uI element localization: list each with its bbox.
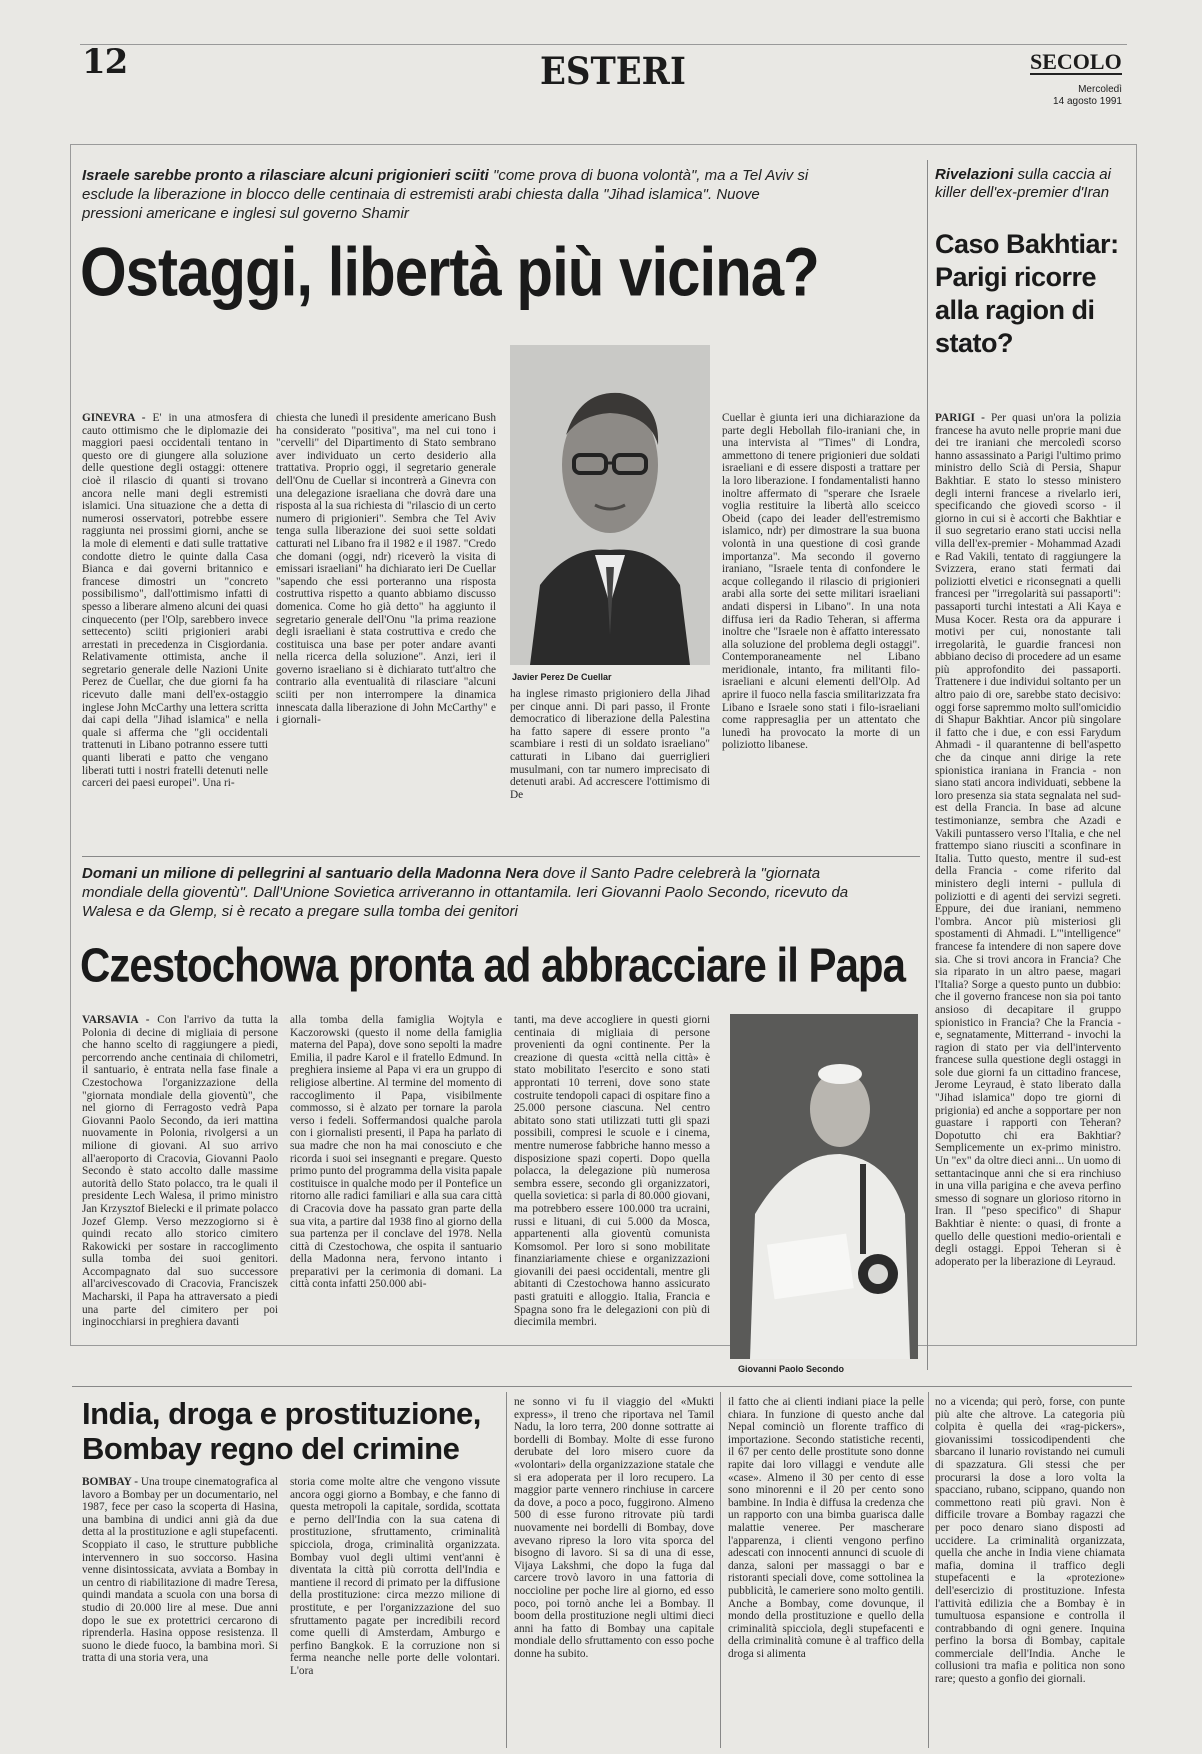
- pope-photo-caption: Giovanni Paolo Secondo: [738, 1364, 845, 1374]
- india-story-column-3: ne sonno vi fu il viaggio del «Mukti express», il treno che riportava nel Tamil Nadu, la loro terra, 200 donne sottratte ai bordelli di Bombay. Molte di esse furono derubate del loro misero cuore da «volontari» della organizzazione statale che si era adoperata per il loro recupero. La maggior parte vennero rinchiuse in carcere da dove, a poco a poco, fuggirono. Almeno 500 di esse furono ritrovate più tardi nuovamente nei bordelli di Bombay, dove avevano ripreso la loro vita sporca del bisogno di lavoro. Si sa di una di esse, Vijaya Lakshmi, che dopo la fuga dal carcere trovò lavoro in una fattoria di noccioline per poche lire al giorno, ed esso poco, poi tornò anche lei a Bombay. Il boom della prostituzione negli ultimi dieci anni ha fatto di Bombay una capitale mondiale dello sfruttamento con esso poche donne ha subito.: [514, 1396, 714, 1660]
- pope-story-headline: Czestochowa pronta ad abbracciare il Papa: [80, 938, 905, 993]
- header-rule: [80, 44, 1127, 45]
- top-story-column-1: GINEVRA - E' in una atmosfera di cauto ottimismo che le diplomazie dei maggiori paesi occidentali tentano in questo ore di giungere alla soluzione delle questione degli ostaggi: ottenere cioè il rilascio di quanti si trovano ancora nelle mani degli estremisti islamici. Una situazione che a detta di numerosi osservatori, potrebbe essere raggiunta nei prossimi giorni, anche se la mole di elementi e dati sulle trattative condotte dietro le quinte dalla Casa Bianca e dai governi britannico e francese dimostri un "concreto possibilismo", dall'ottimismo infatti di spesso a liberare almeno alcuni dei quasi cinquecento (per l'Olp, sarebbero invece settecento) sciiti prigionieri arabi arrestati in precedenza in Cisgiordania. Relativamente ottimista, anche il segretario generale delle Nazioni Unite Perez de Cuellar, che due giorni fa ha ricevuto dalle mani dell'ex-ostaggio inglese John McCarthy una lettera scritta dai capi della "Jihad islamica" e nella quale si afferma che "gli occidentali trattenuti in Libano potranno essere tutti quanti liberati e patto che vengano liberati tutti i nostri fratelli detenuti nelle carceri dei paesi europei". Una ri-: [82, 412, 268, 790]
- issue-weekday: Mercoledì: [1078, 84, 1122, 95]
- pope-story-kicker: Domani un milione di pellegrini al santuario della Madonna Nera dove il Santo Padre celebrerà la "giornata mondiale della gioventù". Dall'Unione Sovietica arriveranno in ottantamila. Ieri Giovanni Paolo Secondo, ricevuto da Walesa e da Glemp, si è recato a pregare sulla tomba dei genitori: [82, 865, 849, 920]
- pope-story-column-2: alla tomba della famiglia Wojtyla e Kaczorowski (questo il nome della famiglia materna del Papa), dove sono sepolti la madre Emilia, il padre Karol e il fratello Edmund. In preghiera insieme al Papa vi era un gruppo di religiose albertine. Al termine del momento di raccoglimento il Papa, visibilmente commosso, si è alzato per tornare la parola verso i fedeli. Soffermandosi qualche parola con i giornalisti presenti, il Papa ha parlato di sua madre che non ha mai conosciuto e che ricorda i suoi sei insegnanti e pregare. Questo primo punto del programma della visita papale costituisce in qualche modo per il Pontefice un ritorno alle radici familiari e alla sua cara città di Cracovia dove ha passato gran parte della sua vita, a partire dal 1938 fino al giorno della sua partenza per il conclave del 1978. Nella città di Czestochowa, che ospita il santuario della Madonna nera, fervono intanto i preparativi per la cerimonia di domani. La città conta infatti 250.000 abi-: [290, 1014, 502, 1291]
- side-story-headline: Caso Bakhtiar: Parigi ricorre alla ragion di stato?: [935, 229, 1119, 358]
- side-column-divider: [927, 160, 928, 1370]
- india-story-column-1: BOMBAY - Una troupe cinematografica al lavoro a Bombay per un documentario, nel 1987, fece per caso la scoperta di Hasina, una bambina di undici anni già da due detta al la prostituzione e agli stupefacenti. Scoppiato il caso, le strutture pubbliche intervennero in suo soccorso. Hasina venne disintossicata, avviata a Bombay in un centro di riabilitazione di madre Teresa, quindi mandata a scuola con una borsa di studio di 20.000 lire al mese. Due anni dopo le sue ex protettrici cercarono di riprenderla. Hasina oppose resistenza. Il suono le diede fuoco, la bambina morì. Si tratta di una storia vera, una: [82, 1476, 278, 1665]
- de-cuellar-photo: [510, 345, 710, 665]
- side-story-body: PARIGI - Per quasi un'ora la polizia francese ha avuto nelle proprie mani due dei tre iraniani che mercoledì scorso hanno assassinato a Parigi l'ultimo primo ministro dello Scià di Persia, Shapur Bakhtiar. E stato lo stesso ministero degli interni francese a rivelarlo ieri, specificando che giovedì scorso - il giorno in cui si è accorti che Bakhtiar e il suo segretario erano stati uccisi nella villa dell'ex-premier - Mohammad Azadi e Rad Vakili, tentato di raggiungere la Svizzera, erano stati fermati dai poliziotti elvetici e riconsegnati a quelli francesi per "irregolarità sui passaporti": passaporti turchi intestati a Ali Kaya e Musa Kocer. Resta ora da appurare i motivi per cui, nonostante tali irregolarità, le guardie francesi non abbiano deciso di procedere ad un esame più approfondito dei passaporti. Trattenere i due individui soltanto per un altro paio di ore, sarebbe stato decisivo: oggi forse sapremmo molto sull'omicidio di Shapur Bakhtiar. Ancor più singolare il fatto che i due, e con essi Farydum Ahmadi - il quarantenne di bell'aspetto che da cinque anni dirige la rete spionistica iraniana in Francia - non siano stati ancora individuati, sebbene la loro presenza sia stata segnalata nel sud-est della Francia. In base ad alcune testimonianze, sembra che Azadi e Vakili puntassero verso l'Italia, e che nel frattempo siano riusciti a sconfinare in Italia. Tutto questo, mentre il sud-est della Francia - come riferito dal ministero degli interni - pullula di poliziotti e di agenti dei servizi segreti. Eppure, dei due iraniani, nemmeno l'ombra. Ancor più misteriosi gli spostamenti di Ahmadi. L'"intelligence" francese fa intendere di non sapere dove sia. Che si trovi ancora in Francia? Che sia riparato in un altro paese, magari l'Italia? Sorge a questo punto un dubbio: che il governo francese non sia poi tanto ansioso di decapitare il gruppo spionistico in Francia? Che la Francia - e, segnatamente, Mitterrand - invochi la ragion di stato per via dell'intervento francese sulla questione degli ostaggi in sole due giorni fa un cittadino francese, Jerome Leyraud, è stato liberato dalla "Jihad islamica" dopo tre giorni di prigionia) ed anche a sopportare per non guastare i rapporti con Teheran? Dopotutto chi era Bakhtiar? Semplicemente un ex-primo ministro. Un "ex" da oltre dieci anni... Un uomo di settantacinque anni che si era rinchiuso in una villa parigina e che aveva perfino smesso di sognare un glorioso ritorno in Iran. Il "peso specifico" di Shapur Bakhtiar è niente: o quasi, di fronte a quello delle questioni medio-orientali e degli ostaggi. Eppoi Teheran si è adoperato per la liberazione di Leyraud.: [935, 412, 1121, 1268]
- india-col-rule-2: [720, 1392, 721, 1748]
- portrait-illustration: [510, 345, 710, 665]
- side-story-kicker: Rivelazioni sulla caccia ai killer dell'ex-premier d'Iran: [935, 166, 1111, 201]
- story-divider-1: [82, 856, 920, 857]
- pope-story-column-3: tanti, ma deve accogliere in questi giorni centinaia di migliaia di persone provenienti da ogni continente. Per la creazione di questa «città nella città» è stato mobilitato l'esercito e sono stati approntati 10 terreni, dove sono state costruite tendopoli capaci di ospitare fino a 25.000 persone ciascuna. Nel centro abitato sono stati utilizzati tutti gli spazi possibili, compresi le scuole e i cinema, mentre numerose fabbriche hanno messo a disposizione spazi coperti. Dopo quella polacca, la delegazione più numerosa sembra essere, secondo gli organizzatori, quella sovietica: si parla di 80.000 giovani, ma potrebbero essere 100.000 tra ucraini, russi e lituani, di cui 5.000 da Mosca, appartenenti alla gioventù comunista Komsomol. Per loro si sono mobilitate finanziariamente chiese e organizzazioni giovanili dei paesi occidentali, mentre gli abitanti di Czestochowa hanno assicurato pasti gratuiti e alloggio. Italia, Francia e Spagna sono fra le delegazioni con più di diecimila membri.: [514, 1014, 710, 1329]
- pope-photo: [730, 1014, 918, 1359]
- pope-illustration: [730, 1014, 918, 1359]
- india-story-column-4: il fatto che ai clienti indiani piace la pelle chiara. In funzione di questo anche dal Nepal cominciò un florente traffico di importazione. Secondo statistiche recenti, il 67 per cento delle prostitute sono donne rapite dai loro villaggi e vendute alle «case». Almeno il 30 per cento di esse sono minorenni e il 20 per cento sono bambine. In India è diffusa la credenza che un rapporto con una bimba guarisca dalle malattie veneree. Per mascherare l'apparenza, i clienti vengono perfino adescati con innocenti annunci di scuole di danza, saloni per massaggi o bar e ristoranti speciali dove, come sottolinea la pubblicità, le cameriere sono molto gentili. Anche a Bombay, come dovunque, il mondo della prostituzione e quello della criminalità spicciola, degli stupefacenti e della criminalità comune è al traffico della droga si alimenta: [728, 1396, 924, 1660]
- newspaper-name: SECOLO: [1030, 49, 1122, 74]
- india-col-rule-3: [928, 1392, 929, 1748]
- india-col-rule-1: [506, 1392, 507, 1748]
- top-story-column-3: Cuellar è giunta ieri una dichiarazione da parte degli Hebollah filo-iraniani che, in una intervista al "Times" di Londra, ammettono di tenere prigionieri due soldati israeliani e di essere disposti a trattare per la loro liberazione. I fondamentalisti hanno inoltre affermato di "sperare che Israele voglia restituire la libertà allo sceicco Obeid (capo dei leader dell'estremismo islamico, ndr) per dimostrare la sua buona volontà in una questione di così grande importanza". Ma secondo il governo iraniano, "Israele tenta di confondere le acque collegando il rilascio di prigionieri arabi alla sorte dei sette militari israeliani andati dispersi in Libano". In una nota diffusa ieri da Radio Teheran, si afferma inoltre che "Israele non è affatto interessato alla soluzione del problema degli ostaggi". Contemporaneamente nel Libano meridionale, intanto, fra militanti filo-israeliani e alcuni elementi dell'Olp. Ad aprire il fuoco nella fascia smilitarizzata fra Libano e Israele sono stati i filo-israeliani come rappresaglia per un attentato che lunedì ha provocato la morte di un poliziotto libanese.: [722, 412, 920, 752]
- india-story-column-2: storia come molte altre che vengono vissute ancora oggi giorno a Bombay, e che fanno di questa metropoli la capitale, sordida, scottata e perno dell'India con la sua catena di prostituzione, sfruttamento, criminalità spicciola, droga, criminalità organizzata. Bombay vuol degli ultimi vent'anni è diventata la città più corrotta dell'India e mantiene il record di primato per la diffusione della prostituzione: circa mezzo milione di prostitute, e per l'organizzazione del suo sfruttamento pagate per incredibili record come quelli di Amsterdam, Amburgo e perfino Bangkok. E la corruzione non si ferma neanche nelle porte delle volontari. L'ora: [290, 1476, 500, 1677]
- issue-date: [1040, 84, 1122, 108]
- india-story-column-5: no a vicenda; qui però, forse, con punte più alte che altrove. La categoria più colpita è quella dei «rag-pickers», giovanissimi tossicodipendenti che sbarcano il lunario rovistando nei cumuli di spazzatura. Gli stessi che per procurarsi la dose a loro volta la spacciano, rubano, scippano, quando non commettono reati più gravi. Non è difficile trovare a Bombay ragazzi che per poco denaro siano disposti ad uccidere. La criminalità organizzata, quella che anche in India viene chiamata mafia, domina il traffico degli stupefacenti e la «protezione» dell'esercizio di prostituzione. Infesta l'attività edilizia che a Bombay è in tumultuosa espansione e controlla il contrabbando di ogni genere. Inquina perfino la borsa di Bombay, capitale commerciale dell'India. Anche le collusioni tra mafia e politica non sono rare; questo a gonfio dei giornali.: [935, 1396, 1125, 1686]
- issue-day: 14 agosto 1991: [1053, 96, 1122, 107]
- page-number: 12: [82, 42, 128, 82]
- story-divider-2: [72, 1386, 1132, 1387]
- top-story-column-2: chiesta che lunedì il presidente americano Bush ha considerato "positiva", ma nel cui tono i "cervelli" del Dipartimento di Stato sembrano aver individuato un certo desiderio alla trattativa. Proprio oggi, il segretario generale dell'Onu de Cuellar si incontrerà a Ginevra con una delegazione israeliana che dovrà dare una risposta al la sua richiesta di "rilascio di un certo numero di prigionieri". Sembra che Tel Aviv tenga sulla liberazione dei suoi sette soldati catturati nel Libano fra il 1982 e il 1987. "Credo che domani (oggi, ndr) riceverò la visita di emissari israeliani" ha dichiarato ieri De Cuellar "sapendo che essi porteranno una risposta costruttiva rispetto a quanto abbiamo discusso domenica. Come ho già detto" ha aggiunto il segretario generale dell'Onu "la prima reazione degli israeliani è stata costruttiva e credo che costituisca una base per poter andare avanti nella ricerca della soluzione". Anzi, ieri il governo israeliano si è dichiarato tutt'altro che contrario alla eventualità di rilasciare "alcuni sciiti per non interrompere la dinamica innescata dalla liberazione di John McCarthy" e i giornali-: [276, 412, 496, 727]
- top-story-headline: Ostaggi, libertà più vicina?: [80, 233, 819, 311]
- top-story-kicker: Israele sarebbe pronto a rilasciare alcuni prigionieri sciiti "come prova di buona volontà", ma a Tel Aviv si esclude la liberazione in blocco delle centinaia di estremisti arabi chiesta dalla "Jihad islamica". Nuove pressioni americane e inglesi sul governo Shamir: [82, 167, 809, 222]
- section-title: ESTERI: [540, 50, 686, 94]
- top-story-column-3a: ha inglese rimasto prigioniero della Jihad per cinque anni. Di pari passo, il Fronte democratico di liberazione della Palestina ha fatto sapere di essere pronto "a scambiare i resti di un soldato israeliano" catturati in Libano dai guerriglieri musulmani, con tar numero imprecisato di detenuti arabi. Ad accrescere l'ottimismo di De: [510, 688, 710, 801]
- pope-story-column-1: VARSAVIA - Con l'arrivo da tutta la Polonia di decine di migliaia di persone che hanno scelto di raggiungere a piedi, percorrendo anche centinaia di chilometri, il santuario, è entrata nella fase finale a Czestochowa l'organizzazione della "giornata mondiale della gioventù", che nel giorno di Ferragosto vedrà Papa Giovanni Paolo Secondo, da ieri mattina nuovamente in Polonia, rivolgersi a un milione di giovani. Al suo arrivo all'aeroporto di Cracovia, Giovanni Paolo Secondo è stato accolto dalle massime autorità dello Stato polacco, tra le quali il presidente Lech Walesa, il primo ministro Jan Krzysztof Bielecki e il primate polacco Jozef Glemp. Verso mezzogiorno si è quindi recato allo storico cimitero Rakowicki per sostare in raccoglimento sulla tomba dei suoi genitori. Accompagnato dal suo successore all'arcivescovado di Cracovia, Franciszek Macharski, il Papa ha attraversato a piedi una parte del cimitero per poi inginocchiarsi in preghiera davanti: [82, 1014, 278, 1329]
- de-cuellar-caption: Javier Perez De Cuellar: [512, 672, 612, 682]
- india-story-headline: India, droga e prostituzione, Bombay regno del crimine: [82, 1396, 481, 1466]
